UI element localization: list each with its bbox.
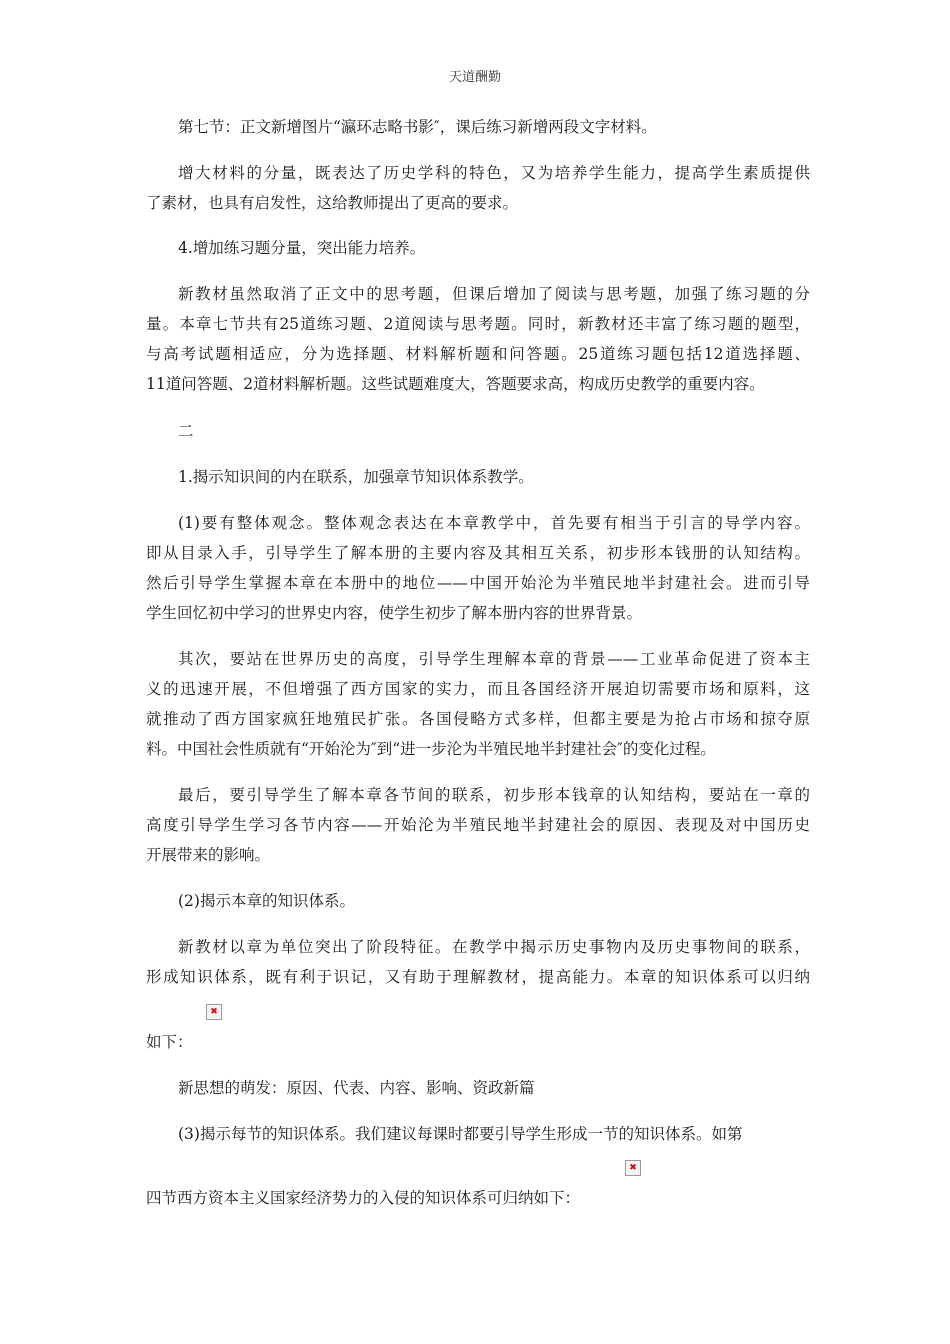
text-line: 其次，要站在世界历史的高度，引导学生理解本章的背景——工业革命促进了资本主 <box>178 650 810 668</box>
text-line: 增大材料的分量，既表达了历史学科的特色，又为培养学生能力，提高学生素质提供 <box>178 164 810 182</box>
text-line: 11道问答题、2道材料解析题。这些试题难度大，答题要求高，构成历史教学的重要内容。 <box>146 375 765 393</box>
text-line: 就推动了西方国家疯狂地殖民扩张。各国侵略方式多样，但都主要是为抢占市场和掠夺原 <box>146 710 810 728</box>
paragraph-overall-concept <box>146 508 810 628</box>
paragraph-world-history <box>146 644 810 764</box>
paragraph-new-textbook <box>146 932 810 992</box>
text-line: 新教材以章为单位突出了阶段特征。在教学中揭示历史事物内及历史事物间的联系， <box>178 938 810 956</box>
text-line: 学生回忆初中学习的世界史内容，使学生初步了解本册内容的世界背景。 <box>146 604 643 622</box>
text-line: (3)揭示每节的知识体系。我们建议每课时都要引导学生形成一节的知识体系。如第 <box>178 1125 743 1143</box>
text-line: 然后引导学生掌握本章在本册中的地位——中国开始沦为半殖民地半封建社会。进而引导 <box>146 574 810 592</box>
page-header: 天道酬勤 <box>448 70 501 85</box>
text-line: (2)揭示本章的知识体系。 <box>178 892 355 910</box>
text-line: 1.揭示知识间的内在联系，加强章节知识体系教学。 <box>178 468 534 486</box>
text-line: 四节西方资本主义国家经济势力的入侵的知识体系可归纳如下： <box>146 1189 581 1207</box>
broken-image-icon <box>206 1004 222 1020</box>
text-line: 义的迅速开展，不但增强了西方国家的实力，而且各国经济开展迫切需要市场和原料，这 <box>146 680 810 698</box>
paragraph-as-follows <box>146 1027 810 1057</box>
paragraph-heading-exercises <box>146 233 810 263</box>
paragraph-section-four <box>146 1183 810 1213</box>
paragraph-heading-chapter-system <box>146 886 810 916</box>
broken-image-icon <box>625 1160 641 1176</box>
text-line: (1)要有整体观念。整体观念表达在本章教学中，首先要有相当于引言的导学内容。 <box>178 514 810 532</box>
text-line: 即从目录入手，引导学生了解本册的主要内容及其相互关系，初步形本钱册的认知结构。 <box>146 544 810 562</box>
paragraph-exercises <box>146 279 810 399</box>
text-line: 高度引导学生学习各节内容——开始沦为半殖民地半封建社会的原因、表现及对中国历史 <box>146 816 810 834</box>
paragraph-heading-knowledge <box>146 462 810 492</box>
text-line: 4.增加练习题分量，突出能力培养。 <box>178 239 426 257</box>
text-line: 新思想的萌发：原因、代表、内容、影响、资政新篇 <box>178 1079 535 1097</box>
text-line: 最后，要引导学生了解本章各节间的联系，初步形本钱章的认知结构，要站在一章的 <box>178 786 810 804</box>
section-heading-two <box>146 416 810 446</box>
text-line: 料。中国社会性质就有“开始沦为″到“进一步沦为半殖民地半封建社会″的变化过程。 <box>146 740 716 758</box>
text-line: 形成知识体系，既有利于识记，又有助于理解教材，提高能力。本章的知识体系可以归纳 <box>146 968 810 986</box>
paragraph-section-seven <box>146 112 810 142</box>
paragraph-heading-section-system <box>146 1119 810 1149</box>
paragraph-finally <box>146 780 810 870</box>
text-line: 新教材虽然取消了正文中的思考题，但课后增加了阅读与思考题，加强了练习题的分 <box>178 285 810 303</box>
text-line: 与高考试题相适应，分为选择题、材料解析题和问答题。25道练习题包括12道选择题、 <box>146 345 810 363</box>
text-line: 第七节：正文新增图片“瀛环志略书影″，课后练习新增两段文字材料。 <box>178 118 657 136</box>
text-line: 如下： <box>146 1033 193 1051</box>
text-line: 量。本章七节共有25道练习题、2道阅读与思考题。同时，新教材还丰富了练习题的题型， <box>146 315 810 333</box>
text-line: 二 <box>178 422 194 440</box>
paragraph-new-thought <box>146 1073 810 1103</box>
paragraph-materials <box>146 158 810 218</box>
text-line: 了素材，也具有启发性，这给教师提出了更高的要求。 <box>146 194 519 212</box>
text-line: 开展带来的影响。 <box>146 846 271 864</box>
